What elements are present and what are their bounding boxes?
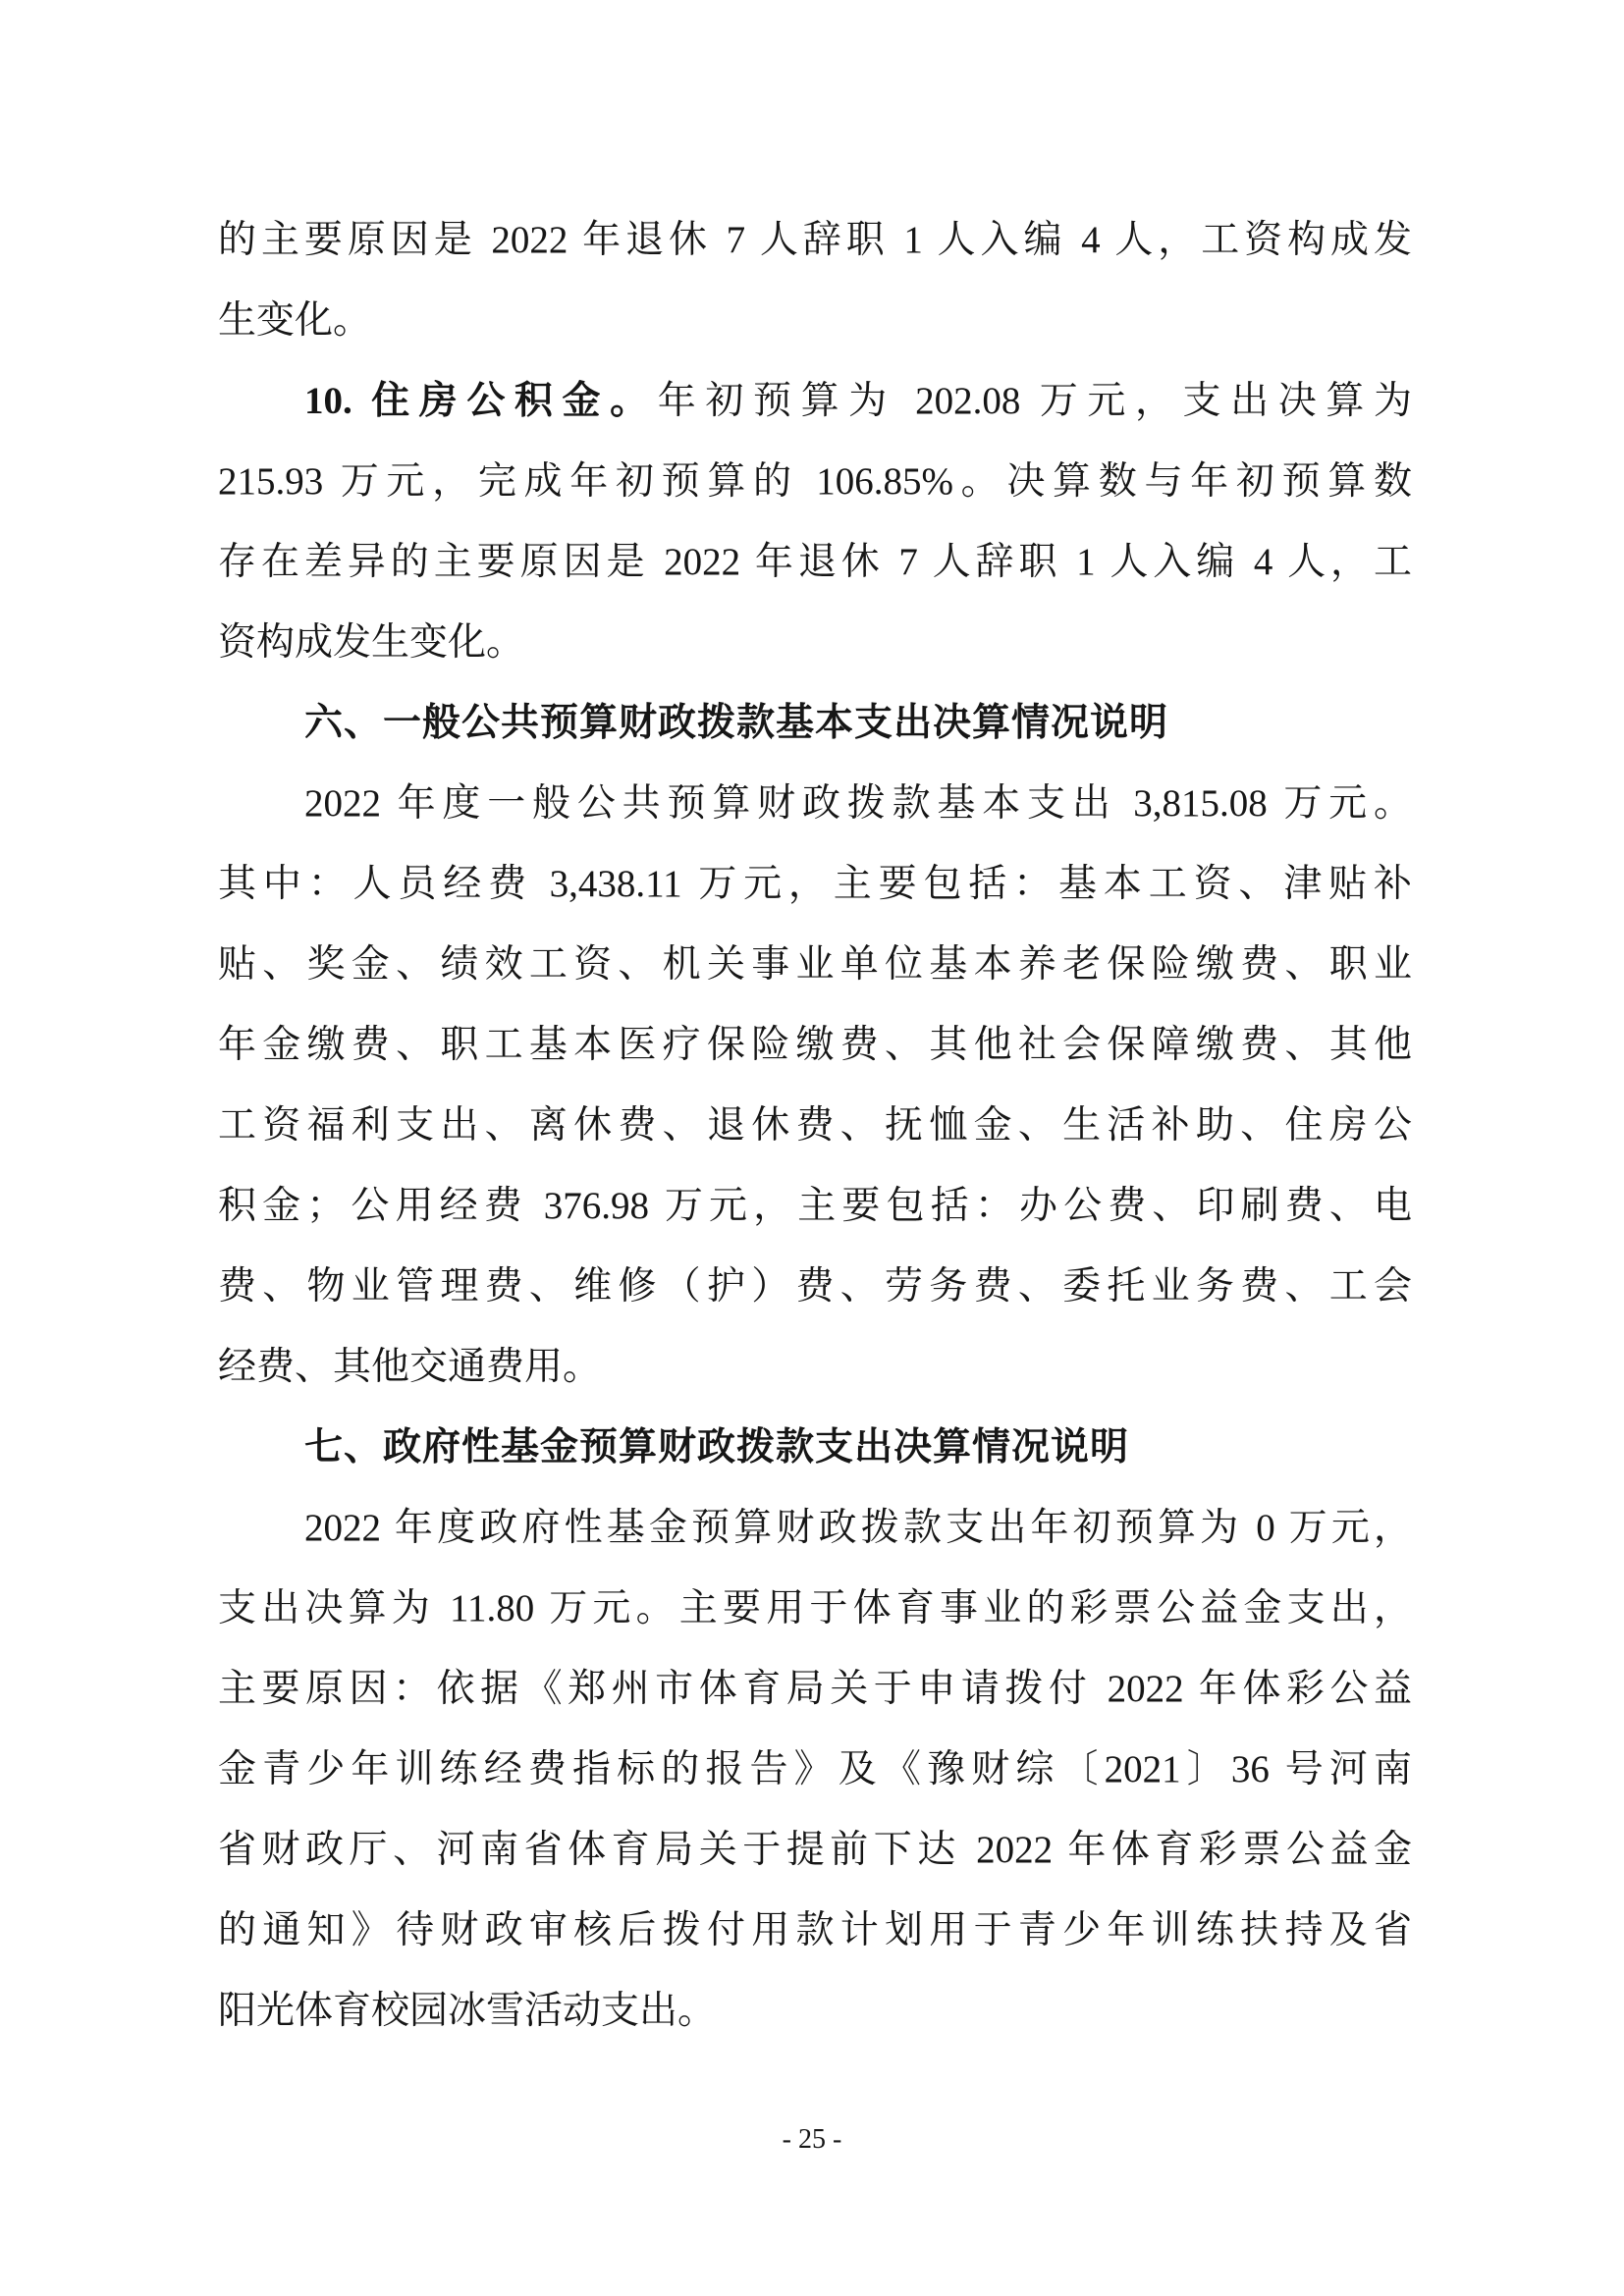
text-run: 其中：人员经费 3,438.11 万元，主要包括：基本工资、津贴补 — [218, 863, 1412, 905]
text-line — [218, 1730, 1412, 1810]
text-run: 金青少年训练经费指标的报告》及《豫财综〔2021〕36 号河南 — [218, 1748, 1412, 1790]
text-run: 费、物业管理费、维修（护）费、劳务费、委托业务费、工会 — [218, 1265, 1412, 1308]
text-line — [218, 1649, 1412, 1730]
section-heading — [218, 683, 1412, 764]
text-run: 支出决算为 11.80 万元。主要用于体育事业的彩票公益金支出， — [218, 1587, 1412, 1629]
text-run: 2022 年度一般公共预算财政拨款基本支出 3,815.08 万元。 — [304, 782, 1412, 825]
text-run: 主要原因：依据《郑州市体育局关于申请拨付 2022 年体彩公益 — [218, 1668, 1412, 1710]
text-line — [218, 442, 1412, 522]
text-run: 阳光体育校园冰雪活动支出。 — [218, 1990, 717, 2032]
text-line — [218, 1891, 1412, 1971]
page-number: - 25 - — [782, 2124, 842, 2155]
text-run: 工资福利支出、离休费、退休费、抚恤金、生活补助、住房公 — [218, 1104, 1412, 1147]
text-run: 生变化。 — [218, 299, 372, 342]
text-line — [218, 522, 1412, 603]
text-run: 资构成发生变化。 — [218, 621, 525, 664]
text-line — [218, 1327, 1412, 1408]
text-run: 经费、其他交通费用。 — [218, 1346, 602, 1388]
bold-text-run: 七、政府性基金预算财政拨款支出决算情况说明 — [304, 1426, 1130, 1468]
text-run: 年金缴费、职工基本医疗保险缴费、其他社会保障缴费、其他 — [218, 1024, 1412, 1066]
text-line — [218, 361, 1412, 442]
text-run: 215.93 万元，完成年初预算的 106.85%。决算数与年初预算数 — [218, 460, 1412, 503]
bold-text-run: 10. 住房公积金。 — [304, 380, 658, 422]
text-line — [218, 603, 1412, 683]
text-line — [218, 764, 1412, 844]
text-line — [218, 1569, 1412, 1649]
text-run: 存在差异的主要原因是 2022 年退休 7 人辞职 1 人入编 4 人，工 — [218, 541, 1412, 583]
text-run: 贴、奖金、绩效工资、机关事业单位基本养老保险缴费、职业 — [218, 943, 1412, 986]
text-line — [218, 1005, 1412, 1086]
text-run: 积金；公用经费 376.98 万元，主要包括：办公费、印刷费、电 — [218, 1185, 1412, 1227]
text-line — [218, 1166, 1412, 1247]
text-line — [218, 1971, 1412, 2052]
text-line — [218, 1086, 1412, 1166]
text-run: 的主要原因是 2022 年退休 7 人辞职 1 人入编 4 人，工资构成发 — [218, 219, 1412, 261]
text-run: 2022 年度政府性基金预算财政拨款支出年初预算为 0 万元， — [304, 1507, 1412, 1549]
text-run: 省财政厅、河南省体育局关于提前下达 2022 年体育彩票公益金 — [218, 1829, 1412, 1871]
bold-text-run: 六、一般公共预算财政拨款基本支出决算情况说明 — [304, 702, 1169, 744]
text-line — [218, 1488, 1412, 1569]
text-run: 年初预算为 202.08 万元，支出决算为 — [657, 380, 1412, 422]
text-line — [218, 925, 1412, 1005]
section-heading — [218, 1408, 1412, 1488]
text-line — [218, 1810, 1412, 1891]
text-line — [218, 281, 1412, 361]
text-line — [218, 1247, 1412, 1327]
document-body — [218, 200, 1412, 2052]
text-line — [218, 200, 1412, 281]
text-line — [218, 844, 1412, 925]
text-run: 的通知》待财政审核后拨付用款计划用于青少年训练扶持及省 — [218, 1909, 1412, 1951]
